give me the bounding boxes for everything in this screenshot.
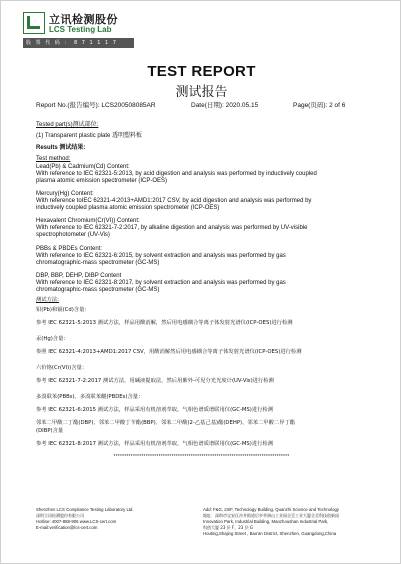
method-cn-line: (DIBP)含量 [36,428,64,434]
report-title-cn: 测试报告 [175,85,228,100]
separator-line: ********************************************************************************** [113,454,290,460]
method-en-line: Hexavalent Chromium(Cr(VI)) Content: [36,218,140,224]
method-cn-line: 邻苯二甲酸二丁酯(DBP)、邻苯二甲酸丁苄酯(BBP)、邻苯二甲酸(2-乙基己基)酯(DEHP)、邻苯二甲酸二异丁酯 [36,420,296,426]
cn-method-label: 测试方法: [36,297,59,303]
page-number: Page(页码): 2 of 6 [293,102,346,109]
method-en-line: DBP, BBP, DEHP, DIBP Content [36,273,122,279]
method-cn-line: 参考 IEC 62321-5:2013 测试方法，样品用酸消解，然后用电感耦合等离子体发射光谱仪(ICP-OES)进行检测 [36,320,293,326]
report-number: Report No.(报告编号): LCS200508085AR [36,102,156,109]
logo-chinese-name: 立讯检测股份 [49,13,118,26]
method-cn-line: 多溴联苯(PBBs)、多溴联苯醚(PBDEs)含量： [36,394,144,400]
method-en-line: With reference to IEC 62321-8:2017, by solvent extraction and analysis was performed by gas [36,280,286,286]
results-label: Results 测试结果: [36,145,86,151]
tested-parts-label: Tested part(s)测试部位: [36,122,99,128]
stock-code-strip: 股 票 代 码 ： 8 7 1 1 1 7 [23,38,134,48]
lcs-logo-icon [23,12,45,34]
method-cn-line: 参照 IEC 62321-4:2013+AMD1:2017 CSV，用酸消解然后用电感耦合等离子体发射光谱仪(ICP-OES)进行检测 [36,349,302,355]
report-date: Date(日期): 2020.05.15 [191,102,259,109]
tested-part-item: (1) Transparent plastic plate 透明塑料板 [36,133,143,139]
method-cn-line: 参考 IEC 62321-7-2:2017 测试方法，用碱液提取法，然后用紫外-可见分光光度计(UV-Vis)进行检测 [36,378,274,384]
method-en-line: Mercury(Hg) Content: [36,191,94,197]
method-en-line: With reference to IEC 62321-7-2:2017, by alkaline digestion and analysis was performed by UV-visible [36,225,308,231]
method-cn-line: 参考 IEC 62321-8:2017 测试方法，样品采用有机溶剂萃取，气相色谱质谱联用仪(GC-MS)进行检测 [36,441,274,447]
method-cn-line: 汞(Hg)含量： [36,336,69,342]
method-cn-line: 六价铬(Cr(VI))含量： [36,365,88,371]
method-cn-line: 铅(Pb)和镉(Cd)含量： [36,307,90,313]
method-en-line: inductively coupled plasma atomic emission spectrometer (ICP-OES) [36,205,220,211]
method-en-line: With reference to IEC 62321-5:2013, by acid digestion and analysis was performed by inductively coupled [36,171,317,177]
method-en-line: With reference to IEC 62321-6:2015, by solvent extraction and analysis was performed by gas [36,253,286,259]
footer-company: Shenzhen LCS Compliance Testing Laboratory Ltd. 深圳立讯检测股份有限公司 Hotline: 4007-888-906 www.LCS-cert.com E-mail:verification@lcs-cert.com [36,507,134,530]
method-cn-line: 参考 IEC 62321-6:2015 测试方法，样品采用有机溶剂萃取，气相色谱质谱联用仪(GC-MS)进行检测 [36,407,274,413]
footer-address: Add: F&G, 23/F, Technology Building, Quanzhi Science and Technology 地址：深圳市宝安区沙井街道后亭茅洲山工业园全至工业大厦全至科技创新园 Innovation Park, Industrial Building, Maozhoushan Industrial Park, 科创大厦 23 层 F、23 层 G Houting,Shajing Street , Bao'an District, Shenzhen, Guangdong,China [203,507,339,536]
method-en-line: chromatographic-mass spectrometer (GC-MS) [36,260,160,266]
method-en-line: PBBs & PBDEs Content: [36,246,103,252]
report-title-en: TEST REPORT [147,63,256,80]
method-en-line: With reference toIEC 62321-4:2013+AMD1:2017 CSV, by acid digestion and analysis was performed by [36,198,312,204]
method-en-line: plasma atomic emission spectrometer (ICP-OES) [36,178,168,184]
method-en-line: spectrophotometer (UV-Vis) [36,232,110,238]
method-en-line: Lead(Pb) & Cadmium(Cd) Content: [36,164,130,170]
test-method-label: Test method: [36,156,71,162]
logo-english-name: LCS Testing Lab [49,25,112,34]
method-en-line: chromatographic-mass spectrometer (GC-MS) [36,287,160,293]
